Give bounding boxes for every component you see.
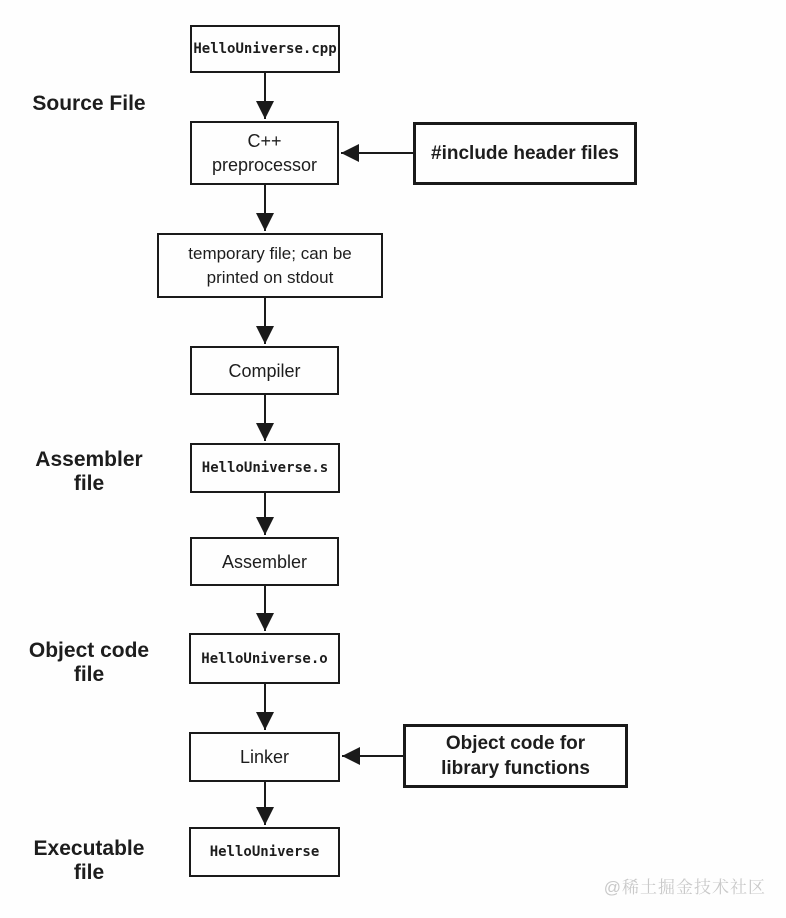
label-executable-file: [14, 837, 164, 885]
node-label: HelloUniverse.s: [201, 460, 329, 476]
label-line: file: [73, 663, 105, 686]
node-label: Assembler: [221, 551, 308, 572]
label-line: Assembler: [35, 448, 143, 471]
node-temp-file: [157, 233, 383, 298]
node-assembler-file: [190, 443, 340, 493]
node-preprocessor: [190, 121, 339, 185]
label-assembler-file: [14, 448, 164, 496]
node-label: HelloUniverse: [209, 844, 320, 860]
note-label: Object code for library functions: [441, 733, 590, 779]
label-source-file: [14, 92, 164, 116]
label-line: Source File: [32, 92, 146, 115]
node-object-file: [189, 633, 340, 684]
label-object-code-file: [14, 639, 164, 687]
node-linker: [189, 732, 340, 782]
node-label: HelloUniverse.cpp: [193, 41, 337, 57]
node-executable: [189, 827, 340, 877]
node-label: Linker: [239, 747, 290, 767]
node-label: HelloUniverse.o: [201, 650, 328, 667]
node-source-file: [190, 25, 340, 73]
node-label: temporary file; can be printed on stdout: [188, 243, 352, 287]
label-line: file: [73, 861, 105, 884]
watermark: @稀土掘金技术社区: [603, 878, 766, 897]
note-include-headers: [413, 122, 637, 185]
note-object-code-libs: [403, 724, 628, 788]
node-compiler: [190, 346, 339, 395]
label-line: Object code: [28, 639, 150, 662]
node-label: Compiler: [228, 360, 301, 381]
label-line: Executable: [33, 837, 145, 860]
node-label: C++ preprocessor: [211, 131, 318, 175]
label-line: file: [73, 472, 105, 495]
node-assembler: [190, 537, 339, 586]
note-label: #include header files: [431, 143, 619, 164]
